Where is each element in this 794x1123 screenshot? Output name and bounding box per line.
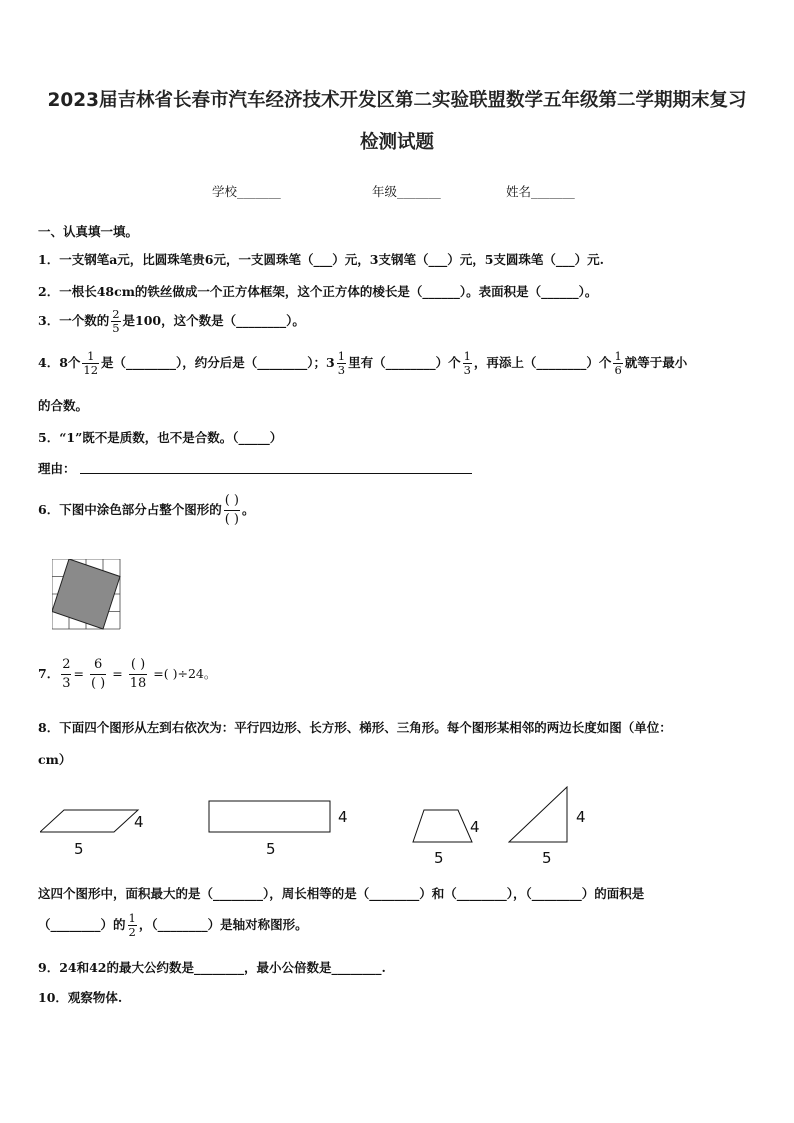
doc-title-line1: 2023届吉林省长春市汽车经济技术开发区第二实验联盟数学五年级第二学期期末复习 [47,90,747,111]
q7-end: 。 [203,666,217,681]
q6-answer-fraction[interactable]: $\frac{( )}{( )}$ [224,493,239,527]
question-7 [38,656,216,693]
question-8-line1: 8．下面四个图形从左到右依次为：平行四边形、长方形、梯形、三角形。每个图形某相邻的两边长度如图（单位： [38,720,672,735]
school-field: 学校_______ [212,184,281,199]
q7-fraction-c[interactable]: $\frac{( )}{18}$ [129,657,147,691]
q7-label: 7． [38,666,60,681]
question-2: 2．一根长48cm的铁丝做成一个正方体框架，这个正方体的棱长是（______）。表面积是（______）。 [38,284,598,299]
q4-fraction-1: $\frac{1}{12}$ [83,349,99,377]
triangle-side-label: 4 [576,808,586,826]
rectangle-side-label: 4 [338,808,348,826]
q3-suffix: 是100，这个数是（________）。 [122,313,305,328]
rectangle-figure [208,800,332,834]
triangle-base-label: 5 [542,849,552,867]
grade-field: 年级_______ [372,184,441,199]
q6-shaded-square [52,559,120,629]
q4-part1: 4．8个 [38,355,81,370]
triangle-figure [508,786,570,844]
q7-fraction-a: $\frac{2}{3}$ [62,657,71,691]
trapezoid-base-label: 5 [434,849,444,867]
trapezoid-figure [412,808,474,844]
q4-part3: 里有（________）个 [348,355,461,370]
section-heading: 一、认真填一填。 [38,224,139,239]
question-5: 5．“1”既不是质数，也不是合数。（_____） [38,430,283,445]
q3-prefix: 3．一个数的 [38,313,110,328]
q3-fraction: $\frac{2}{5}$ [112,307,120,335]
question-1: 1．一支钢笔a元，比圆珠笔贵6元，一支圆珠笔（___）元，3支钢笔（___）元，5支圆珠笔（___）元. [38,252,604,267]
q7-tail[interactable]: =( )÷24 [153,666,204,681]
q6-text: 6．下图中涂色部分占整个图形的 [38,502,222,517]
rectangle-base-label: 5 [266,840,276,858]
trapezoid-side-label: 4 [470,818,480,836]
q5-reason-label: 理由： [38,461,76,476]
question-4 [38,350,687,377]
question-3 [38,308,305,335]
q4-fraction-4: $\frac{1}{6}$ [614,349,622,377]
q8-answer2-pre: （________）的 [38,917,126,932]
q8-answer-line2 [38,912,308,939]
parallelogram-base-label: 5 [74,840,84,858]
q6-end: 。 [241,502,255,517]
q4-part5: 就等于最小 [624,355,688,370]
q5-reason-blank[interactable] [80,473,472,474]
question-8-line2: cm） [38,752,72,767]
q4-fraction-2: $\frac{1}{3}$ [337,349,346,377]
parallelogram-figure [40,808,140,834]
q7-equals-2: = [112,666,123,681]
question-6 [38,492,255,529]
doc-title-line2: 检测试题 [359,132,434,153]
q8-answer-line1: 这四个图形中，面积最大的是（________），周长相等的是（________）和（________），（________）的面积是 [38,886,645,901]
question-10: 10．观察物体. [38,990,123,1005]
q8-answer2-post: ，（________）是轴对称图形。 [138,917,308,932]
q4-fraction-3: $\frac{1}{3}$ [463,349,471,377]
q4-part2: 是（________），约分后是（________）；3 [101,355,335,370]
q8-half-fraction: $\frac{1}{2}$ [128,911,136,939]
q6-grid-figure [52,559,122,631]
name-field: 姓名_______ [506,184,575,199]
q7-equals-1: = [73,666,84,681]
parallelogram-side-label: 4 [134,813,144,831]
question-4-line2: 的合数。 [38,398,89,413]
q4-part4: ，再添上（________）个 [473,355,612,370]
q7-fraction-b[interactable]: $\frac{6}{( )}$ [90,657,106,691]
question-9: 9．24和42的最大公约数是________，最小公倍数是________. [38,960,386,975]
